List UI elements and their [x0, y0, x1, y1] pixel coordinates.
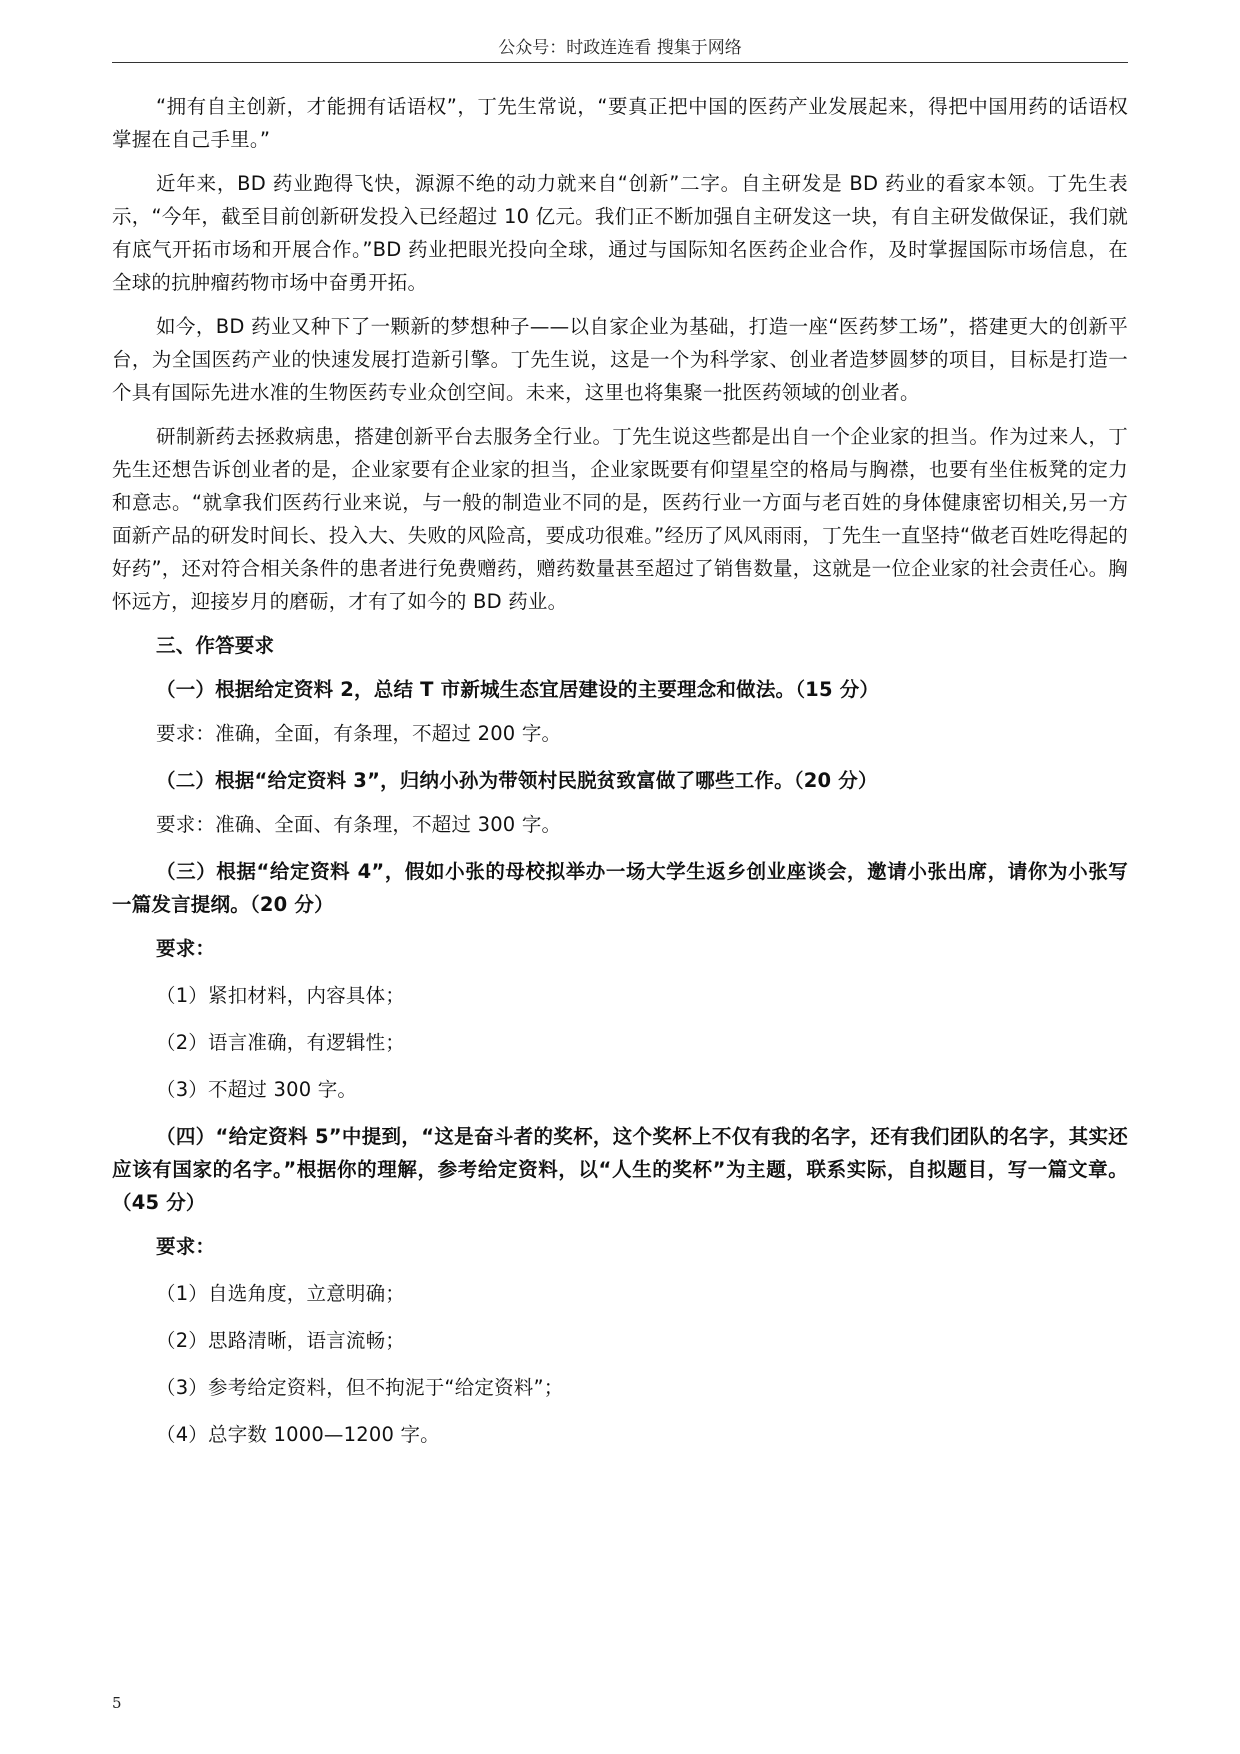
- question-1-prompt: （一）根据给定资料 2，总结 T 市新城生态宜居建设的主要理念和做法。（15 分）: [156, 678, 880, 701]
- question-3-prompt: （三）根据“给定资料 4”，假如小张的母校拟举办一场大学生返乡创业座谈会，邀请小张出席，请你为小张写一篇发言提纲。（20 分）: [112, 860, 1128, 916]
- question-4-prompt: （四）“给定资料 5”中提到，“这是奋斗者的奖杯，这个奖杯上不仅有我的名字，还有我们团队的名字，其实还应该有国家的名字。”根据你的理解，参考给定资料，以“人生的奖杯”为主题，联系实际，自拟题目，写一篇文章。（45 分）: [112, 1125, 1128, 1214]
- header-divider: [112, 62, 1128, 63]
- question-4-item-3: （3）参考给定资料，但不拘泥于“给定资料”；: [156, 1376, 564, 1399]
- paragraph-1: “拥有自主创新，才能拥有话语权”，丁先生常说，“要真正把中国的医药产业发展起来，得把中国用药的话语权掌握在自己手里。”: [112, 95, 1128, 151]
- document-body: [112, 90, 1128, 1465]
- question-3-item-1: （1）紧扣材料，内容具体；: [156, 984, 406, 1007]
- section-heading: 三、作答要求: [156, 634, 275, 657]
- paragraph-3: 如今，BD 药业又种下了一颗新的梦想种子——以自家企业为基础，打造一座“医药梦工场”，搭建更大的创新平台，为全国医药产业的快速发展打造新引擎。丁先生说，这是一个为科学家、创业者造梦圆梦的项目，目标是打造一个具有国际先进水准的生物医药专业众创空间。未来，这里也将集聚一批医药领域的创业者。: [112, 315, 1128, 404]
- question-2-requirement: 要求：准确、全面、有条理，不超过 300 字。: [156, 813, 562, 836]
- question-4-item-2: （2）思路清晰，语言流畅；: [156, 1329, 406, 1352]
- question-4-requirement-label: 要求：: [156, 1235, 216, 1258]
- question-3-item-2: （2）语言准确，有逻辑性；: [156, 1031, 406, 1054]
- page-number: 5: [112, 1694, 122, 1712]
- paragraph-2: 近年来，BD 药业跑得飞快，源源不绝的动力就来自“创新”二字。自主研发是 BD 药业的看家本领。丁先生表示，“今年，截至目前创新研发投入已经超过 10 亿元。我们正不断加强自主研发这一块，有自主研发做保证，我们就有底气开拓市场和开展合作。”BD 药业把眼光投向全球，通过与国际知名医药企业合作，及时掌握国际市场信息，在全球的抗肿瘤药物市场中奋勇开拓。: [112, 172, 1128, 294]
- question-4-item-4: （4）总字数 1000—1200 字。: [156, 1423, 440, 1446]
- page-header: 公众号：时政连连看 搜集于网络: [498, 38, 742, 58]
- question-3-item-3: （3）不超过 300 字。: [156, 1078, 358, 1101]
- question-4-item-1: （1）自选角度，立意明确；: [156, 1282, 406, 1305]
- question-3-requirement-label: 要求：: [156, 937, 216, 960]
- question-1-requirement: 要求：准确，全面，有条理，不超过 200 字。: [156, 722, 562, 745]
- question-2-prompt: （二）根据“给定资料 3”，归纳小孙为带领村民脱贫致富做了哪些工作。（20 分）: [156, 769, 878, 792]
- paragraph-4: 研制新药去拯救病患，搭建创新平台去服务全行业。丁先生说这些都是出自一个企业家的担当。作为过来人，丁先生还想告诉创业者的是，企业家要有企业家的担当，企业家既要有仰望星空的格局与胸襟，也要有坐住板凳的定力和意志。“就拿我们医药行业来说，与一般的制造业不同的是，医药行业一方面与老百姓的身体健康密切相关,另一方面新产品的研发时间长、投入大、失败的风险高，要成功很难。”经历了风风雨雨，丁先生一直坚持“做老百姓吃得起的好药”，还对符合相关条件的患者进行免费赠药，赠药数量甚至超过了销售数量，这就是一位企业家的社会责任心。胸怀远方，迎接岁月的磨砺，才有了如今的 BD 药业。: [112, 425, 1128, 613]
